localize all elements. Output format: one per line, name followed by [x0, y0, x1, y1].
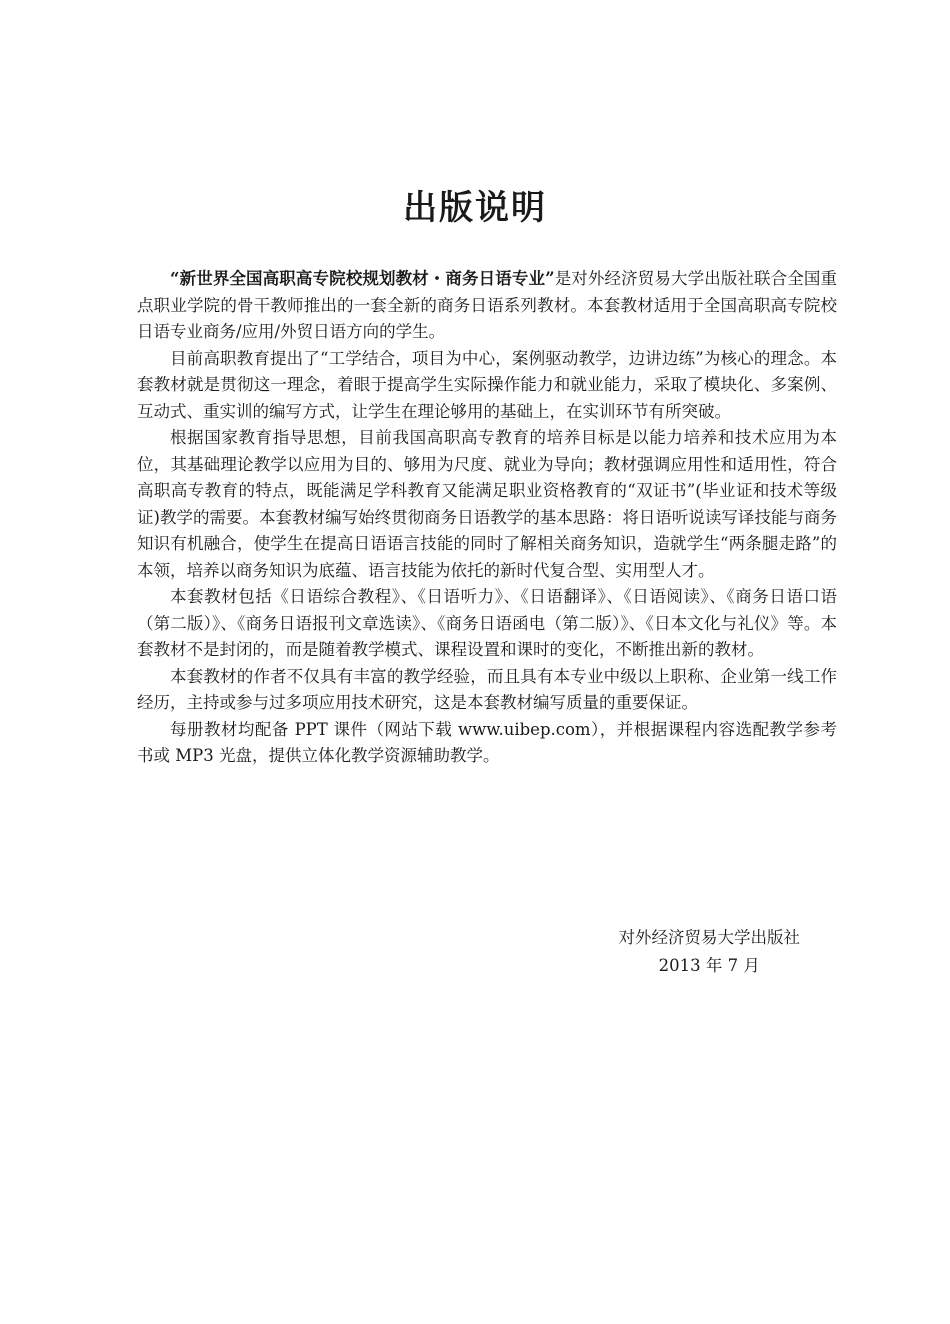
paragraph-4: 本套教材包括《日语综合教程》、《日语听力》、《日语翻译》、《日语阅读》、《商务日语口语（第二版）》、《商务日语报刊文章选读》、《商务日语函电（第二版）》、《日本文化与礼仪》等。本套教材不是封闭的，而是随着教学模式、课程设置和课时的变化，不断推出新的教材。 [137, 587, 837, 659]
paragraph-1 [137, 266, 837, 346]
publication-date: 2013 年 7 月 [658, 956, 760, 975]
paragraph-5: 本套教材的作者不仅具有丰富的教学经验，而且具有本专业中级以上职称、企业第一线工作经历，主持或参与过多项应用技术研究，这是本套教材编写质量的重要保证。 [137, 666, 837, 712]
paragraph-2: 目前高职教育提出了“工学结合，项目为中心，案例驱动教学，边讲边练”为核心的理念。本套教材就是贯彻这一理念，着眼于提高学生实际操作能力和就业能力，采取了模块化、多案例、互动式、重实训的编写方式，让学生在理论够用的基础上，在实训环节有所突破。 [137, 348, 837, 421]
body-text [137, 266, 837, 770]
paragraph-3: 根据国家教育指导思想，目前我国高职高专教育的培养目标是以能力培养和技术应用为本位，其基础理论教学以应用为目的、够用为尺度、就业为导向；教材强调应用性和适用性，符合高职高专教育的特点，既能满足学科教育又能满足职业资格教育的“双证书”(毕业证和技术等级证)教学的需要。本套教材编写始终贯彻商务日语教学的基本思路：将日语听说读写译技能与商务知识有机融合，使学生在提高日语语言技能的同时了解相关商务知识，造就学生“两条腿走路”的本领，培养以商务知识为底蕴、语言技能为依托的新时代复合型、实用型人才。 [137, 428, 837, 580]
signature-block [619, 924, 801, 980]
publisher-name: 对外经济贸易大学出版社 [618, 928, 800, 947]
paragraph-1-text: 是对外经济贸易大学出版社联合全国重点职业学院的骨干教师推出的一套全新的商务日语系列教材。本套教材适用于全国高职高专院校日语专业商务/应用/外贸日语方向的学生。 [137, 269, 837, 341]
series-name: “新世界全国高职高专院校规划教材・商务日语专业” [170, 269, 555, 288]
paragraph-6: 每册教材均配备 PPT 课件（网站下载 www.uibep.com），并根据课程内容选配教学参考书或 MP3 光盘，提供立体化教学资源辅助教学。 [137, 719, 837, 765]
page-title: 出版说明 [403, 188, 547, 228]
